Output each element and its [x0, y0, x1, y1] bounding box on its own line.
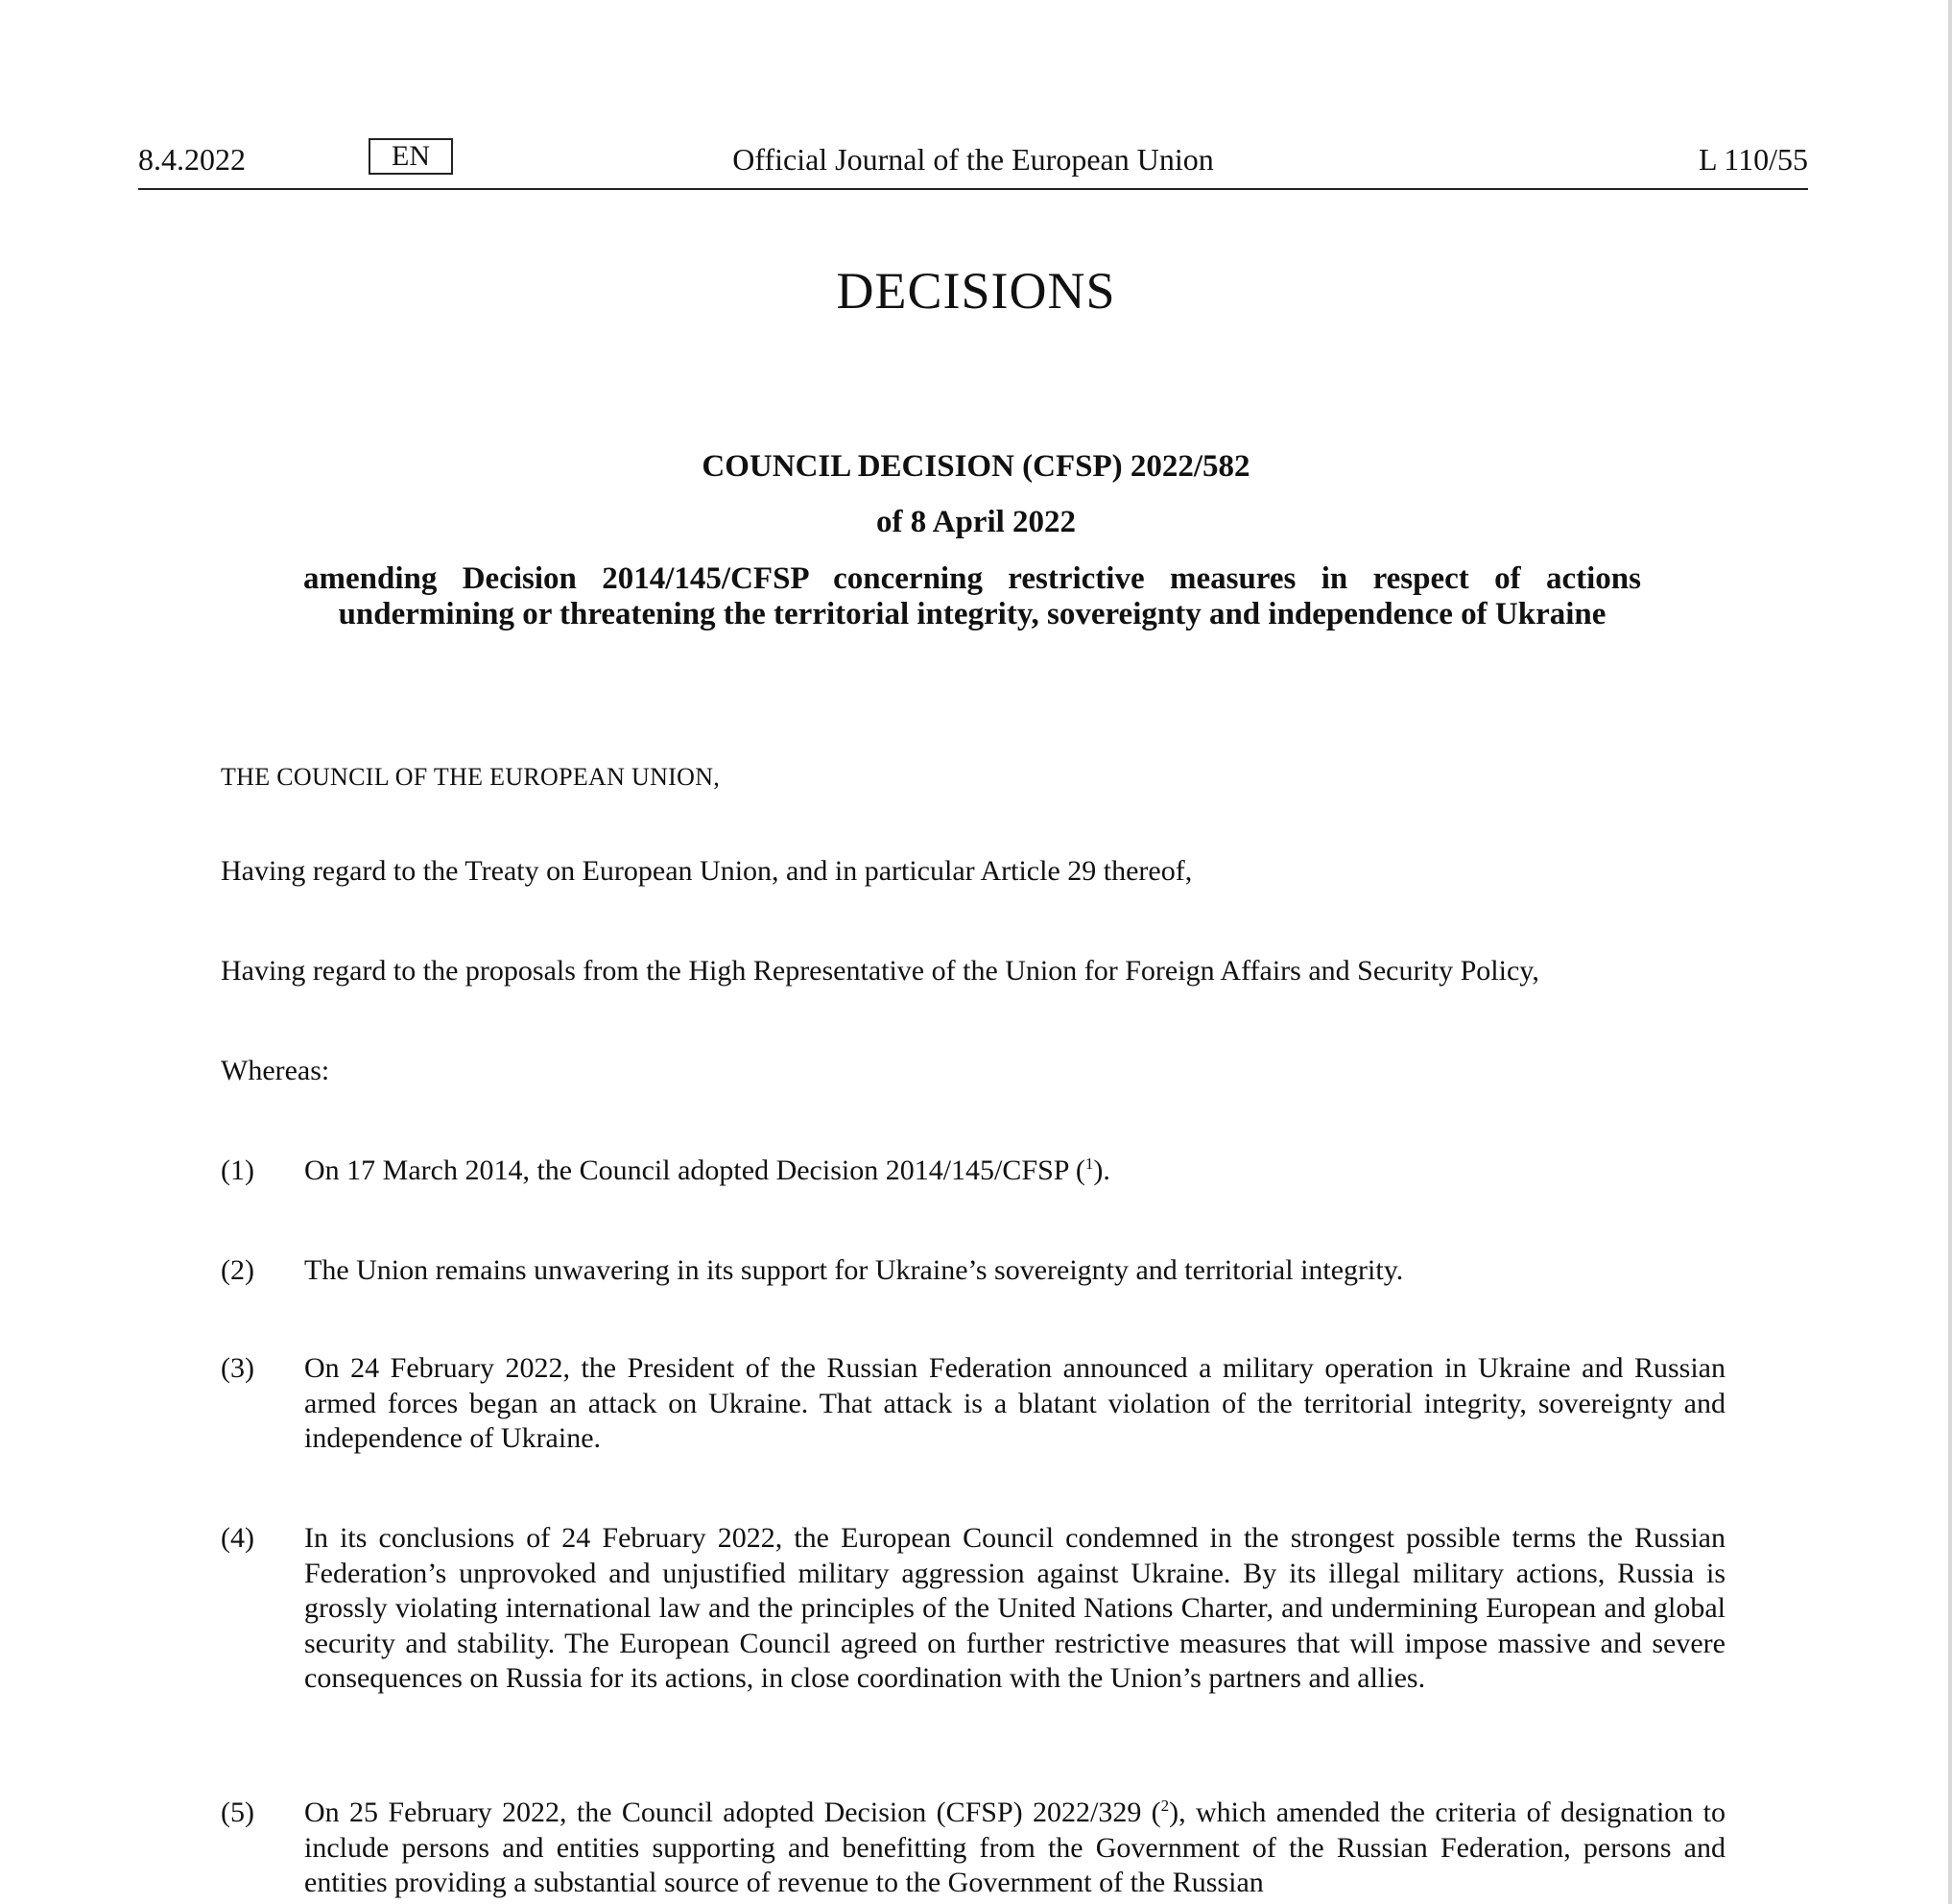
recital-text: In its conclusions of 24 February 2022, the European Council condemned in the strongest possible terms the Russian Federation’s unprovoked and unjustified military aggression against Ukraine. By its illegal military actions, Russia is grossly violating international law and the principles of the United Nations Charter, and undermining European and global security and stability. The European Council agreed on further restrictive measures that will impose massive and severe consequences on Russia for its actions, in close coordination with the Union’s partners and allies. [304, 1522, 1726, 1694]
whereas: Whereas: [221, 1055, 330, 1086]
language-badge: EN [369, 138, 453, 175]
recital-text [304, 1154, 1726, 1189]
regard-proposals: Having regard to the proposals from the High Representative of the Union for Foreign Affairs and Security Policy, [221, 955, 1539, 987]
section-title: DECISIONS [836, 262, 1116, 320]
recital-number: (5) [221, 1797, 254, 1828]
recital-text: On 24 February 2022, the President of the Russian Federation announced a military operation in Ukraine and Russian armed forces began an attack on Ukraine. That attack is a blatant violation of the territorial integrity, sovereignty and independence of Ukraine. [304, 1352, 1726, 1454]
recital-number: (3) [221, 1352, 254, 1384]
recital-number: (1) [221, 1154, 254, 1186]
recital-text: The Union remains unwavering in its support for Ukraine’s sovereignty and territorial integrity. [304, 1254, 1404, 1286]
decision-number: COUNCIL DECISION (CFSP) 2022/582 [702, 449, 1250, 484]
regard-treaty: Having regard to the Treaty on European Union, and in particular Article 29 thereof, [221, 855, 1193, 887]
decision-subject: amending Decision 2014/145/CFSP concerning restrictive measures in respect of actions undermining or threatening the territorial integrity, sovereignty and independence of Ukraine [303, 561, 1641, 631]
header-date: 8.4.2022 [138, 142, 246, 177]
footnote-ref[interactable]: 2 [1160, 1797, 1170, 1815]
recital-text-part: On 25 February 2022, the Council adopted Decision (CFSP) 2022/329 ( [304, 1797, 1161, 1828]
recital-text [304, 1796, 1726, 1901]
decision-date: of 8 April 2022 [875, 505, 1077, 539]
footnote-ref[interactable]: 1 [1084, 1154, 1094, 1173]
journal-title: Official Journal of the European Union [732, 142, 1214, 177]
recital-number: (2) [221, 1254, 254, 1286]
recital-number: (4) [221, 1522, 254, 1554]
recital-text-part: On 17 March 2014, the Council adopted Decision 2014/145/CFSP ( [304, 1154, 1085, 1186]
council-heading: THE COUNCIL OF THE EUROPEAN UNION, [221, 763, 721, 791]
page-reference: L 110/55 [1698, 142, 1808, 177]
recital-text-part: ). [1093, 1154, 1110, 1186]
recital-text-part: ), which amended the criteria of designation to include persons and entities supporting and benefitting from the Government of the Russian Federation, persons and entities providing a substantial source of revenue to the Government of the Russian [304, 1797, 1726, 1898]
journal-header [138, 134, 1808, 190]
